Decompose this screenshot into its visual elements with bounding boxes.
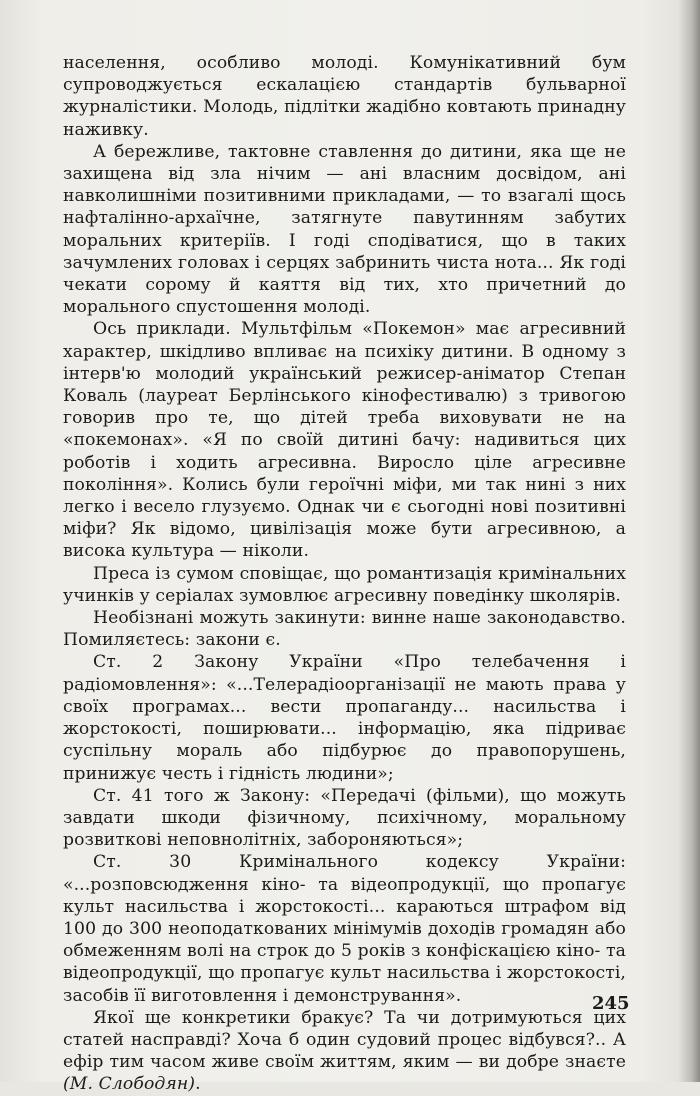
paragraph-3: Ось приклади. Мультфільм «Покемон» має агресивний характер, шкідливо впливає на психіку дитини. В одному з інтерв'ю молодий український режисер-аніматор Степан Коваль (лауреат Берлінського кінофестивалю) з тривогою говорив про те, що дітей треба виховувати не на «покемонах». «Я по своїй дитині бачу: надивиться цих роботів і ходить агресивна. Виросло ціле агресивне покоління». Колись були героїчні міфи, ми так нині з них легко і весело глузуємо. Однак чи є сьогодні нові позитивні міфи? Як відомо, цивілізація може бути агресивною, а висока культура — ніколи. [63, 319, 626, 562]
book-spine-shadow [678, 0, 700, 1082]
paragraph-2: А бережливе, тактовне ставлення до дитини, яка ще не захищена від зла нічим — ані власним досвідом, ані навколишніми позитивними прикладами, — то взагалі щось нафталінно-архаїчне, затягнуте павутинням забутих моральних критеріїв. І годі сподіватися, що в таких зачумлених головах і серцях забринить чиста нота... Як годі чекати сорому й каяття від тих, хто причетний до морального спустошення молоді. [63, 141, 626, 318]
paragraph-4: Преса із сумом сповіщає, що романтизація кримінальних учинків у серіалах зумовлює агресивну поведінку школярів. [63, 563, 626, 606]
paragraph-5: Необізнані можуть закинути: винне наше законодавство. Помиляєтесь: закони є. [63, 608, 626, 651]
paragraph-1: населення, особливо молоді. Комунікативний бум супроводжується ескалацією стандартів бульварної журналістики. Молодь, підлітки жадібно ковтають принадну наживку. [63, 53, 626, 140]
page-number: 245 [592, 993, 630, 1014]
paragraph-8: Ст. 30 Кримінального кодексу України: «...розповсюдження кіно- та відеопродукції, що пропагує культ насильства і жорстокості... караються штрафом від 100 до 300 неоподаткованих мінімумів доходів громадян або обмеженням волі на строк до 5 років з конфіскацією кіно- та відеопродукції, що пропагує культ насильства і жорстокості, засобів її виготовлення і демонстрування». [63, 852, 626, 1006]
paragraph-7: Ст. 41 того ж Закону: «Передачі (фільми), що можуть завдати шкоди фізичному, психічному, моральному розвиткові неповнолітніх, забороняються»; [63, 785, 626, 851]
paragraph-9: Якої ще конкретики бракує? Та чи дотримуються цих статей насправді? Хоча б один судовий процес відбувся?.. А ефір тим часом живе своїм життям, яким — ви добре знаєте (М. Слободян). [63, 1007, 626, 1095]
paragraph-9-text: Якої ще конкретики бракує? Та чи дотримуються цих статей насправді? Хоча б один судовий процес відбувся?.. А ефір тим часом живе своїм життям, яким — ви добре знаєте [63, 1007, 626, 1073]
source-attribution: (М. Слободян) [63, 1074, 196, 1095]
body-text [63, 52, 630, 1096]
paragraph-6: Ст. 2 Закону України «Про телебачення і радіомовлення»: «...Телерадіоорганізації не мають права у своїх програмах... вести пропаганду... насильства і жорстокості, поширювати... інформацію, яка підриває суспільну мораль або підбурює до правопорушень, принижує честь і гідність людини»; [63, 652, 626, 784]
